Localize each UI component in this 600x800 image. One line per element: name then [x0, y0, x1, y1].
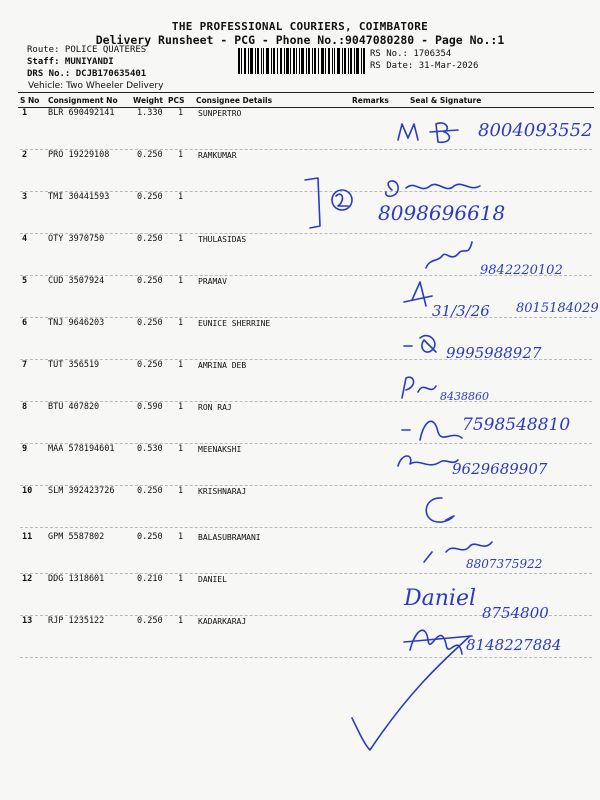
signature-row-5 — [404, 282, 599, 320]
cell-sno: 4 — [22, 234, 28, 244]
cell-pcs: 1 — [178, 276, 184, 286]
drs-label: DRS No.: DCJB170635401 — [27, 69, 147, 79]
rs-date: RS Date: 31-Mar-2026 — [370, 61, 479, 71]
signature-text-r13a: 8754800 — [482, 604, 549, 622]
cell-weight: 0.250 — [137, 360, 163, 370]
bracket-mark — [305, 178, 320, 228]
col-seal-signature: Seal & Signature — [410, 96, 482, 105]
cell-sno: 6 — [22, 318, 28, 328]
cell-consignee: BALASUBRAMANI — [198, 533, 261, 542]
signature-text-r8: 7598548810 — [462, 415, 571, 435]
cell-sno: 13 — [22, 616, 33, 626]
cell-weight: 0.250 — [137, 318, 163, 328]
cell-consignee: THULASIDAS — [198, 235, 247, 244]
cell-consignment: TNJ 9646203 — [48, 318, 105, 328]
cell-consignee: DANIEL — [198, 575, 227, 584]
cell-sno: 3 — [22, 192, 28, 202]
signature-text-r1: 8004093552 — [478, 120, 593, 141]
cell-sno: 10 — [22, 486, 33, 496]
cell-consignment: MAA 578194601 — [48, 444, 115, 454]
cell-consignment: TUT 356519 — [48, 360, 100, 370]
cell-sno: 5 — [22, 276, 28, 286]
signature-text-r4: 9842220102 — [480, 263, 563, 278]
cell-consignment: RJP 1235122 — [48, 616, 105, 626]
col-weight: Weight — [133, 96, 163, 105]
rs-number: RS No.: 1706354 — [370, 49, 452, 59]
cell-pcs: 1 — [178, 532, 184, 542]
cell-weight: 0.250 — [137, 234, 163, 244]
cell-consignment: SLM 392423726 — [48, 486, 115, 496]
cell-consignment: TMI 30441593 — [48, 192, 110, 202]
signature-text-r6: 9995988927 — [446, 344, 542, 362]
cell-sno: 9 — [22, 444, 28, 454]
cell-sno: 12 — [22, 574, 33, 584]
cell-pcs: 1 — [178, 234, 184, 244]
cell-pcs: 1 — [178, 486, 184, 496]
cell-weight: 0.250 — [137, 192, 163, 202]
cell-pcs: 1 — [178, 318, 184, 328]
cell-weight: 0.250 — [137, 486, 163, 496]
cell-consignee: RAMKUMAR — [198, 151, 237, 160]
cell-weight: 0.250 — [137, 532, 163, 542]
signature-row-7 — [402, 377, 489, 403]
cell-weight: 0.250 — [137, 150, 163, 160]
signature-row-3 — [378, 181, 505, 225]
route-label: Route: POLICE QUATERES — [27, 45, 147, 55]
cell-consignment: PRO 19229108 — [48, 150, 110, 160]
cell-weight: 1.330 — [137, 108, 163, 118]
cell-consignment: OTY 3970750 — [48, 234, 105, 244]
cell-consignee: RON RAJ — [198, 403, 232, 412]
signature-row-1 — [398, 120, 593, 142]
cell-consignee: AMRINA DEB — [198, 361, 247, 370]
cell-weight: 0.530 — [137, 444, 163, 454]
signature-text-r5b: 8015184029 — [516, 301, 599, 316]
cell-consignee: MEENAKSHI — [198, 445, 242, 454]
vehicle-label: Vehicle: Two Wheeler Delivery — [28, 81, 164, 91]
cell-sno: 8 — [22, 402, 28, 412]
signature-row-13 — [352, 604, 561, 750]
cell-consignee: PRAMAV — [198, 277, 227, 286]
company-name: THE PROFESSIONAL COURIERS, COIMBATORE — [171, 20, 429, 33]
col-consignee: Consignee Details — [196, 96, 273, 105]
cell-pcs: 1 — [178, 616, 184, 626]
signature-text-r9: 9629689907 — [452, 460, 548, 478]
cell-sno: 11 — [22, 532, 33, 542]
cell-weight: 0.210 — [137, 574, 163, 584]
cell-sno: 2 — [22, 150, 28, 160]
signature-text-r7: 8438860 — [440, 390, 489, 403]
cell-pcs: 1 — [178, 192, 184, 202]
signature-row-6 — [404, 336, 542, 362]
signature-row-8 — [402, 415, 570, 440]
cell-consignee: SUNPERTRO — [198, 109, 242, 118]
cell-pcs: 1 — [178, 108, 184, 118]
cell-consignment: DDG 1318601 — [48, 574, 105, 584]
col-consignment: Consignment No — [48, 96, 118, 105]
cell-pcs: 1 — [178, 402, 184, 412]
cell-consignee: EUNICE SHERRINE — [198, 319, 271, 328]
signature-row-11 — [424, 542, 542, 571]
cell-pcs: 1 — [178, 150, 184, 160]
signature-row-12 — [403, 586, 476, 611]
staff-label: Staff: MUNIYANDI — [27, 57, 114, 67]
cell-weight: 0.250 — [137, 616, 163, 626]
cell-weight: 0.250 — [137, 276, 163, 286]
cell-consignment: CUD 3507924 — [48, 276, 105, 286]
long-check-stroke — [352, 636, 470, 750]
col-remarks: Remarks — [352, 96, 389, 105]
cell-pcs: 1 — [178, 444, 184, 454]
cell-weight: 0.590 — [137, 402, 163, 412]
signature-text-r13b: 8148227884 — [466, 636, 562, 654]
signature-text-r5a: 31/3/26 — [432, 302, 490, 320]
cell-consignee: KADARKARAJ — [198, 617, 247, 626]
cell-consignee: KRISHNARAJ — [198, 487, 247, 496]
cell-consignment: BTU 407820 — [48, 402, 100, 412]
signature-row-9 — [398, 456, 548, 478]
col-sno: S No — [20, 96, 40, 105]
cell-sno: 7 — [22, 360, 28, 370]
cell-consignment: GPM 5587802 — [48, 532, 105, 542]
signature-text-r12: Daniel — [404, 586, 477, 611]
signature-row-10 — [426, 498, 454, 522]
col-pcs: PCS — [168, 96, 185, 105]
cell-pcs: 1 — [178, 360, 184, 370]
signature-text-r3: 8098696618 — [378, 201, 506, 225]
cell-pcs: 1 — [178, 574, 184, 584]
cell-sno: 1 — [22, 108, 28, 118]
cell-consignment: BLR 690492141 — [48, 108, 115, 118]
runsheet-title: Delivery Runsheet - PCG - Phone No.:9047080280 - Page No.:1 — [95, 33, 505, 47]
signature-row-4 — [426, 242, 563, 278]
signature-text-r11: 8807375922 — [466, 557, 543, 571]
